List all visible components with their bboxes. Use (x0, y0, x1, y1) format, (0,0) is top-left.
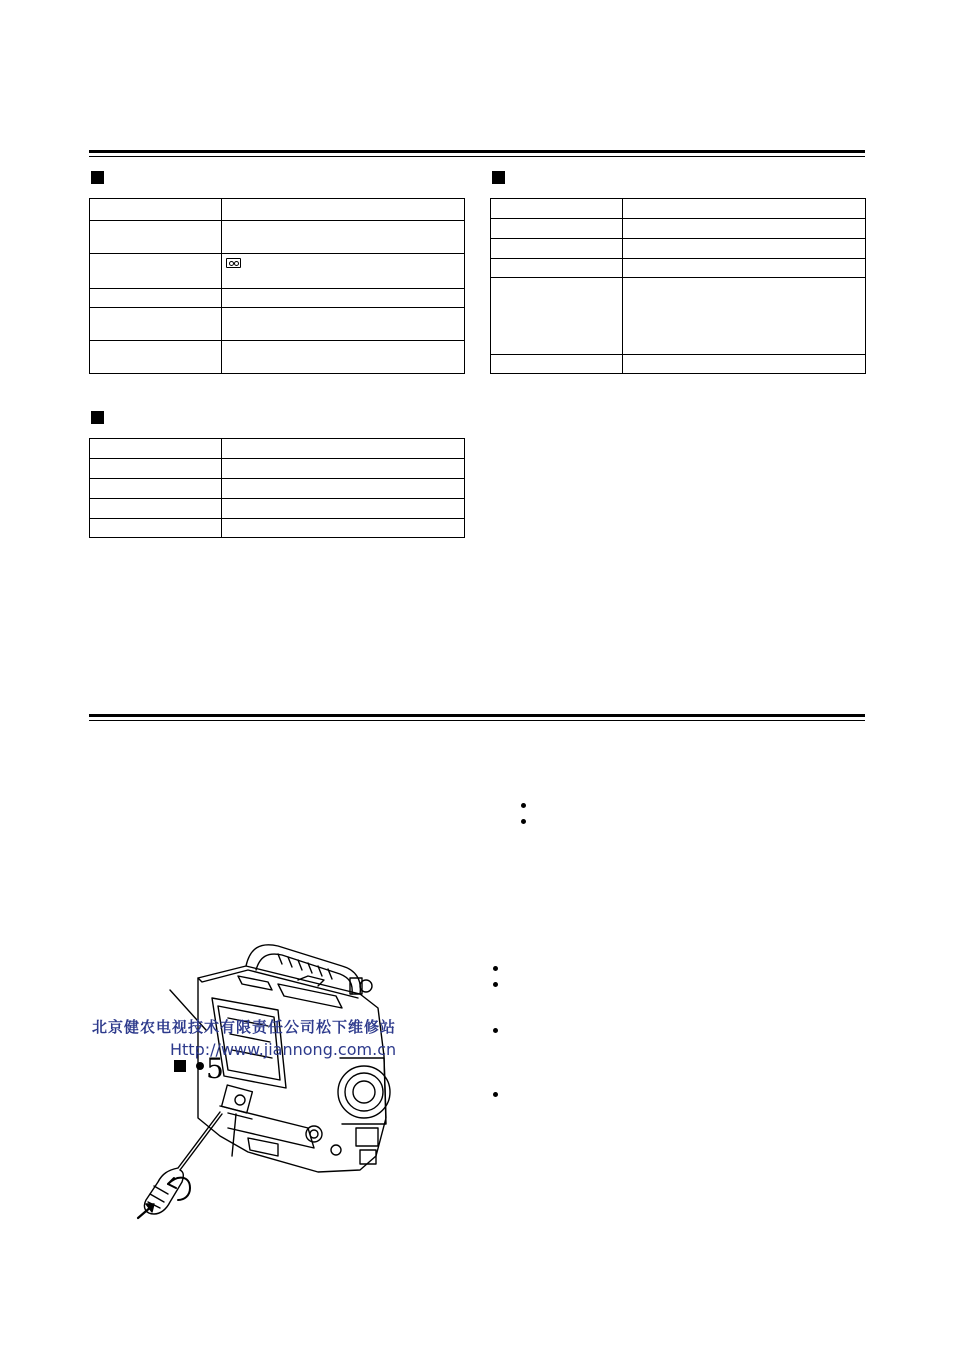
table-row (90, 439, 465, 459)
table-row (90, 479, 465, 499)
bottom-section-rule-thin (89, 720, 865, 721)
table-row (90, 308, 465, 341)
table-row (90, 459, 465, 479)
table-row (491, 199, 866, 219)
camera-adjustment-illustration (128, 938, 400, 1230)
spec-table-1 (89, 198, 465, 374)
bottom-section-rule-thick (89, 714, 865, 717)
bullet-dot-icon (493, 966, 498, 971)
table-row (90, 341, 465, 374)
callout-number: 5 (206, 1052, 224, 1085)
watermark-chinese: 北京健农电视技术有限责任公司松下维修站 (92, 1018, 397, 1036)
bullet-dot-icon (493, 1028, 498, 1033)
bullet-dot-icon (493, 1092, 498, 1097)
section-3-marker-icon (492, 171, 505, 184)
watermark-url: Http://www.jiannong.com.cn (170, 1040, 397, 1059)
table-row (491, 355, 866, 374)
bullet-dot-icon (493, 982, 498, 987)
spec-table-2 (89, 438, 465, 538)
table-row (90, 499, 465, 519)
table-row (491, 219, 866, 239)
table-row (90, 221, 465, 254)
bullet-dot-icon (521, 803, 526, 808)
top-section-rule-thick (89, 150, 865, 153)
section-1-marker-icon (91, 171, 104, 184)
top-section-rule-thin (89, 156, 865, 157)
table-row (491, 278, 866, 355)
callout-marker-icon (174, 1060, 186, 1072)
spec-table-3 (490, 198, 866, 374)
table-row (491, 259, 866, 278)
section-2-marker-icon (91, 411, 104, 424)
bullet-dot-icon (521, 819, 526, 824)
table-row (90, 199, 465, 221)
table-row (90, 254, 465, 289)
table-row (90, 519, 465, 538)
table-row (491, 239, 866, 259)
table-row (90, 289, 465, 308)
cassette-tape-icon (226, 258, 241, 268)
